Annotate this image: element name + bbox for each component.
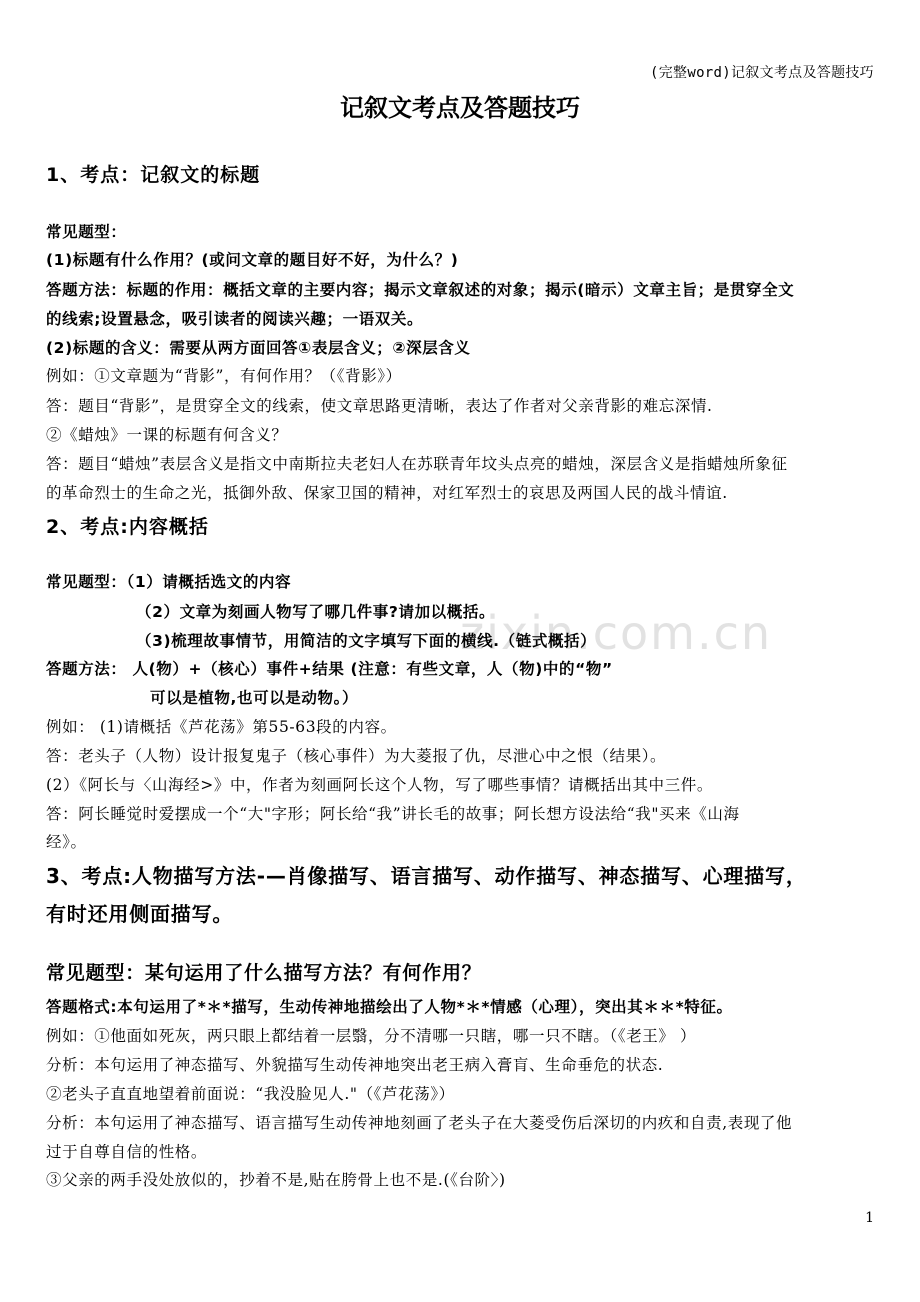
answer-method-line1: 答题方法： 人(物）+（核心）事件+结果 (注意：有些文章，人（物)中的“物” [46,660,613,678]
example-line: 例如：①他面如死灰，两只眼上都结着一层翳，分不清哪一只瞎，哪一只不瞎。（《老王》 ） [46,1027,697,1045]
answer-line: 答：题目“蜡烛”表层含义是指文中南斯拉夫老妇人在苏联青年坟头点亮的蜡烛，深层含义是指蜡烛所象征 [46,455,788,473]
answer-format-line: 答题格式:本句运用了*＊*描写，生动传神地描绘出了人物*＊*情感（心理），突出其＊＊*特征。 [46,998,733,1016]
question-title-meaning: (2)标题的含义：需要从两方面回答①表层含义；②深层含义 [46,339,471,357]
answer-method-line1: 答题方法：标题的作用：概括文章的主要内容；揭示文章叙述的对象；揭示(暗示）文章主旨；是贯穿全文 [46,281,795,299]
section2-heading: 2、考点:内容概括 [46,516,209,538]
question-types-line: 常见题型：（1）请概括选文的内容 [46,573,292,591]
page-header: (完整word)记叙文考点及答题技巧 [650,65,874,81]
example-line: ②《蜡烛》一课的标题有何含义？ [46,426,288,444]
example-line: ②老头子直直地望着前面说：“我没脸见人."（《芦花荡》） [46,1085,455,1103]
watermark: zixin.com.cn [460,606,773,660]
answer-line: 答：老头子（人物）设计报复鬼子（核心事件）为大菱报了仇，尽泄心中之恨（结果）。 [46,747,667,765]
analysis-line: 分析：本句运用了神态描写、外貌描写生动传神地突出老王病入膏肓、生命垂危的状态. [46,1056,664,1074]
example-line: 例如： (1)请概括《芦花荡》第55-63段的内容。 [46,718,397,736]
page-title: 记叙文考点及答题技巧 [340,94,580,122]
question-types-heading: 常见题型：某句运用了什么描写方法？有何作用？ [46,962,482,984]
example-line: (2）《阿长与〈山海经>》中，作者为刻画阿长这个人物，写了哪些事情？请概括出其中三件。 [46,776,713,794]
answer-line: 的革命烈士的生命之光，抵御外敌、保家卫国的精神，对红军烈士的哀思及两国人民的战斗情谊. [46,484,728,502]
answer-line: 经》。 [46,833,87,851]
question-types-line: （3)梳理故事情节，用简洁的文字填写下面的横线.（链式概括） [136,632,597,650]
example-line: 例如：①文章题为“背影”，有何作用？（《背影》） [46,367,402,385]
section3-heading: 3、考点:人物描写方法-—肖像描写、语言描写、动作描写、神态描写、心理描写， [46,864,807,888]
analysis-line: 分析：本句运用了神态描写、语言描写生动传神地刻画了老头子在大菱受伤后深切的内疚和自责,表现了他 [46,1114,793,1132]
answer-line: 答：题目“背影”，是贯穿全文的线索，使文章思路更清晰，表达了作者对父亲背影的难忘深情. [46,397,713,415]
page-number: 1 [865,1210,874,1226]
question-types-line: （2）文章为刻画人物写了哪几件事?请加以概括。 [136,603,496,621]
analysis-line: 过于自尊自信的性格。 [46,1143,208,1161]
answer-method-line2: 可以是植物,也可以是动物。） [150,689,359,707]
example-line: ③父亲的两手没处放似的，抄着不是,贴在胯骨上也不是.(《台阶〉) [46,1171,506,1189]
answer-method-line2: 的线索;设置悬念，吸引读者的阅读兴趣；一语双关。 [46,310,424,328]
question-types-label: 常见题型： [46,223,127,241]
question-title-function: (1)标题有什么作用？(或问文章的题目好不好，为什么？) [46,251,459,269]
section3-heading-cont: 有时还用侧面描写。 [46,902,234,926]
answer-line: 答：阿长睡觉时爱摆成一个“大"字形；阿长给“我”讲长毛的故事；阿长想方设法给“我"买来《山海 [46,805,740,823]
section1-heading: 1、考点：记叙文的标题 [46,164,261,186]
